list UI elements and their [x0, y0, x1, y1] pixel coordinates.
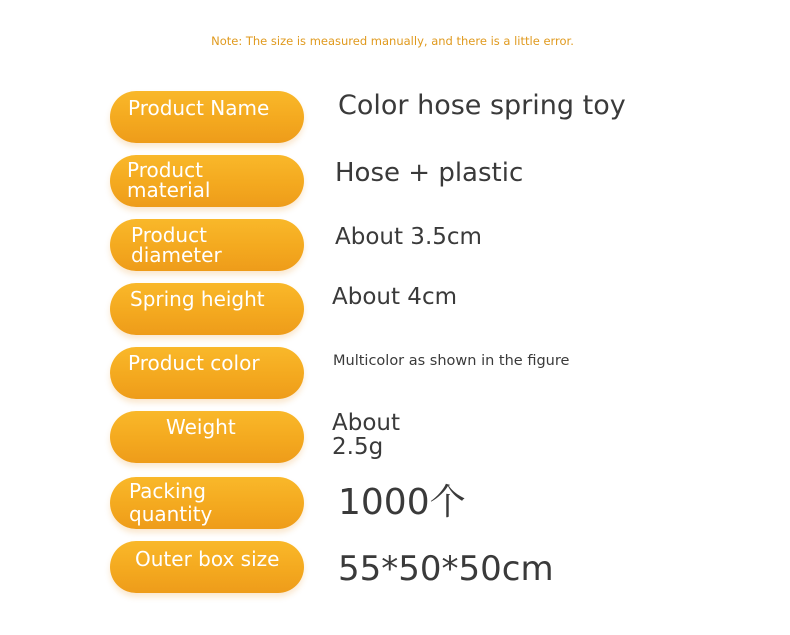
- spec-row-product-color: [0, 347, 790, 403]
- spec-label-pill: [110, 541, 304, 593]
- spec-label: Product material: [127, 158, 211, 202]
- spec-value: About 3.5cm: [335, 224, 482, 250]
- spec-value: About 2.5g: [332, 410, 401, 460]
- spec-value: 55*50*50cm: [338, 549, 554, 589]
- spec-row-weight: [0, 411, 790, 467]
- spec-label: Spring height: [130, 287, 265, 311]
- spec-label-pill: [110, 155, 304, 207]
- spec-value: 1000个: [338, 482, 466, 523]
- spec-label-pill: [110, 477, 304, 529]
- spec-label: Product Name: [128, 96, 270, 120]
- spec-label-pill: [110, 411, 304, 463]
- spec-label: Product diameter: [131, 223, 222, 267]
- spec-row-product-material: [0, 155, 790, 211]
- spec-row-outer-box-size: [0, 541, 790, 597]
- spec-label: Product color: [128, 351, 260, 375]
- spec-label-pill: [110, 219, 304, 271]
- spec-label-pill: [110, 91, 304, 143]
- spec-label-pill: [110, 283, 304, 335]
- spec-value: Color hose spring toy: [338, 90, 626, 121]
- spec-label: Packing quantity: [129, 479, 213, 526]
- spec-row-product-name: [0, 91, 790, 147]
- spec-label: Weight: [166, 415, 236, 439]
- spec-label: Outer box size: [135, 547, 280, 571]
- spec-value: Hose + plastic: [335, 158, 524, 188]
- measurement-note: Note: The size is measured manually, and there is a little error.: [211, 34, 574, 48]
- spec-label-pill: [110, 347, 304, 399]
- spec-value: About 4cm: [332, 284, 457, 310]
- spec-value: Multicolor as shown in the figure: [333, 353, 570, 369]
- spec-row-spring-height: [0, 283, 790, 339]
- spec-row-packing-quantity: [0, 477, 790, 533]
- spec-row-product-diameter: [0, 219, 790, 275]
